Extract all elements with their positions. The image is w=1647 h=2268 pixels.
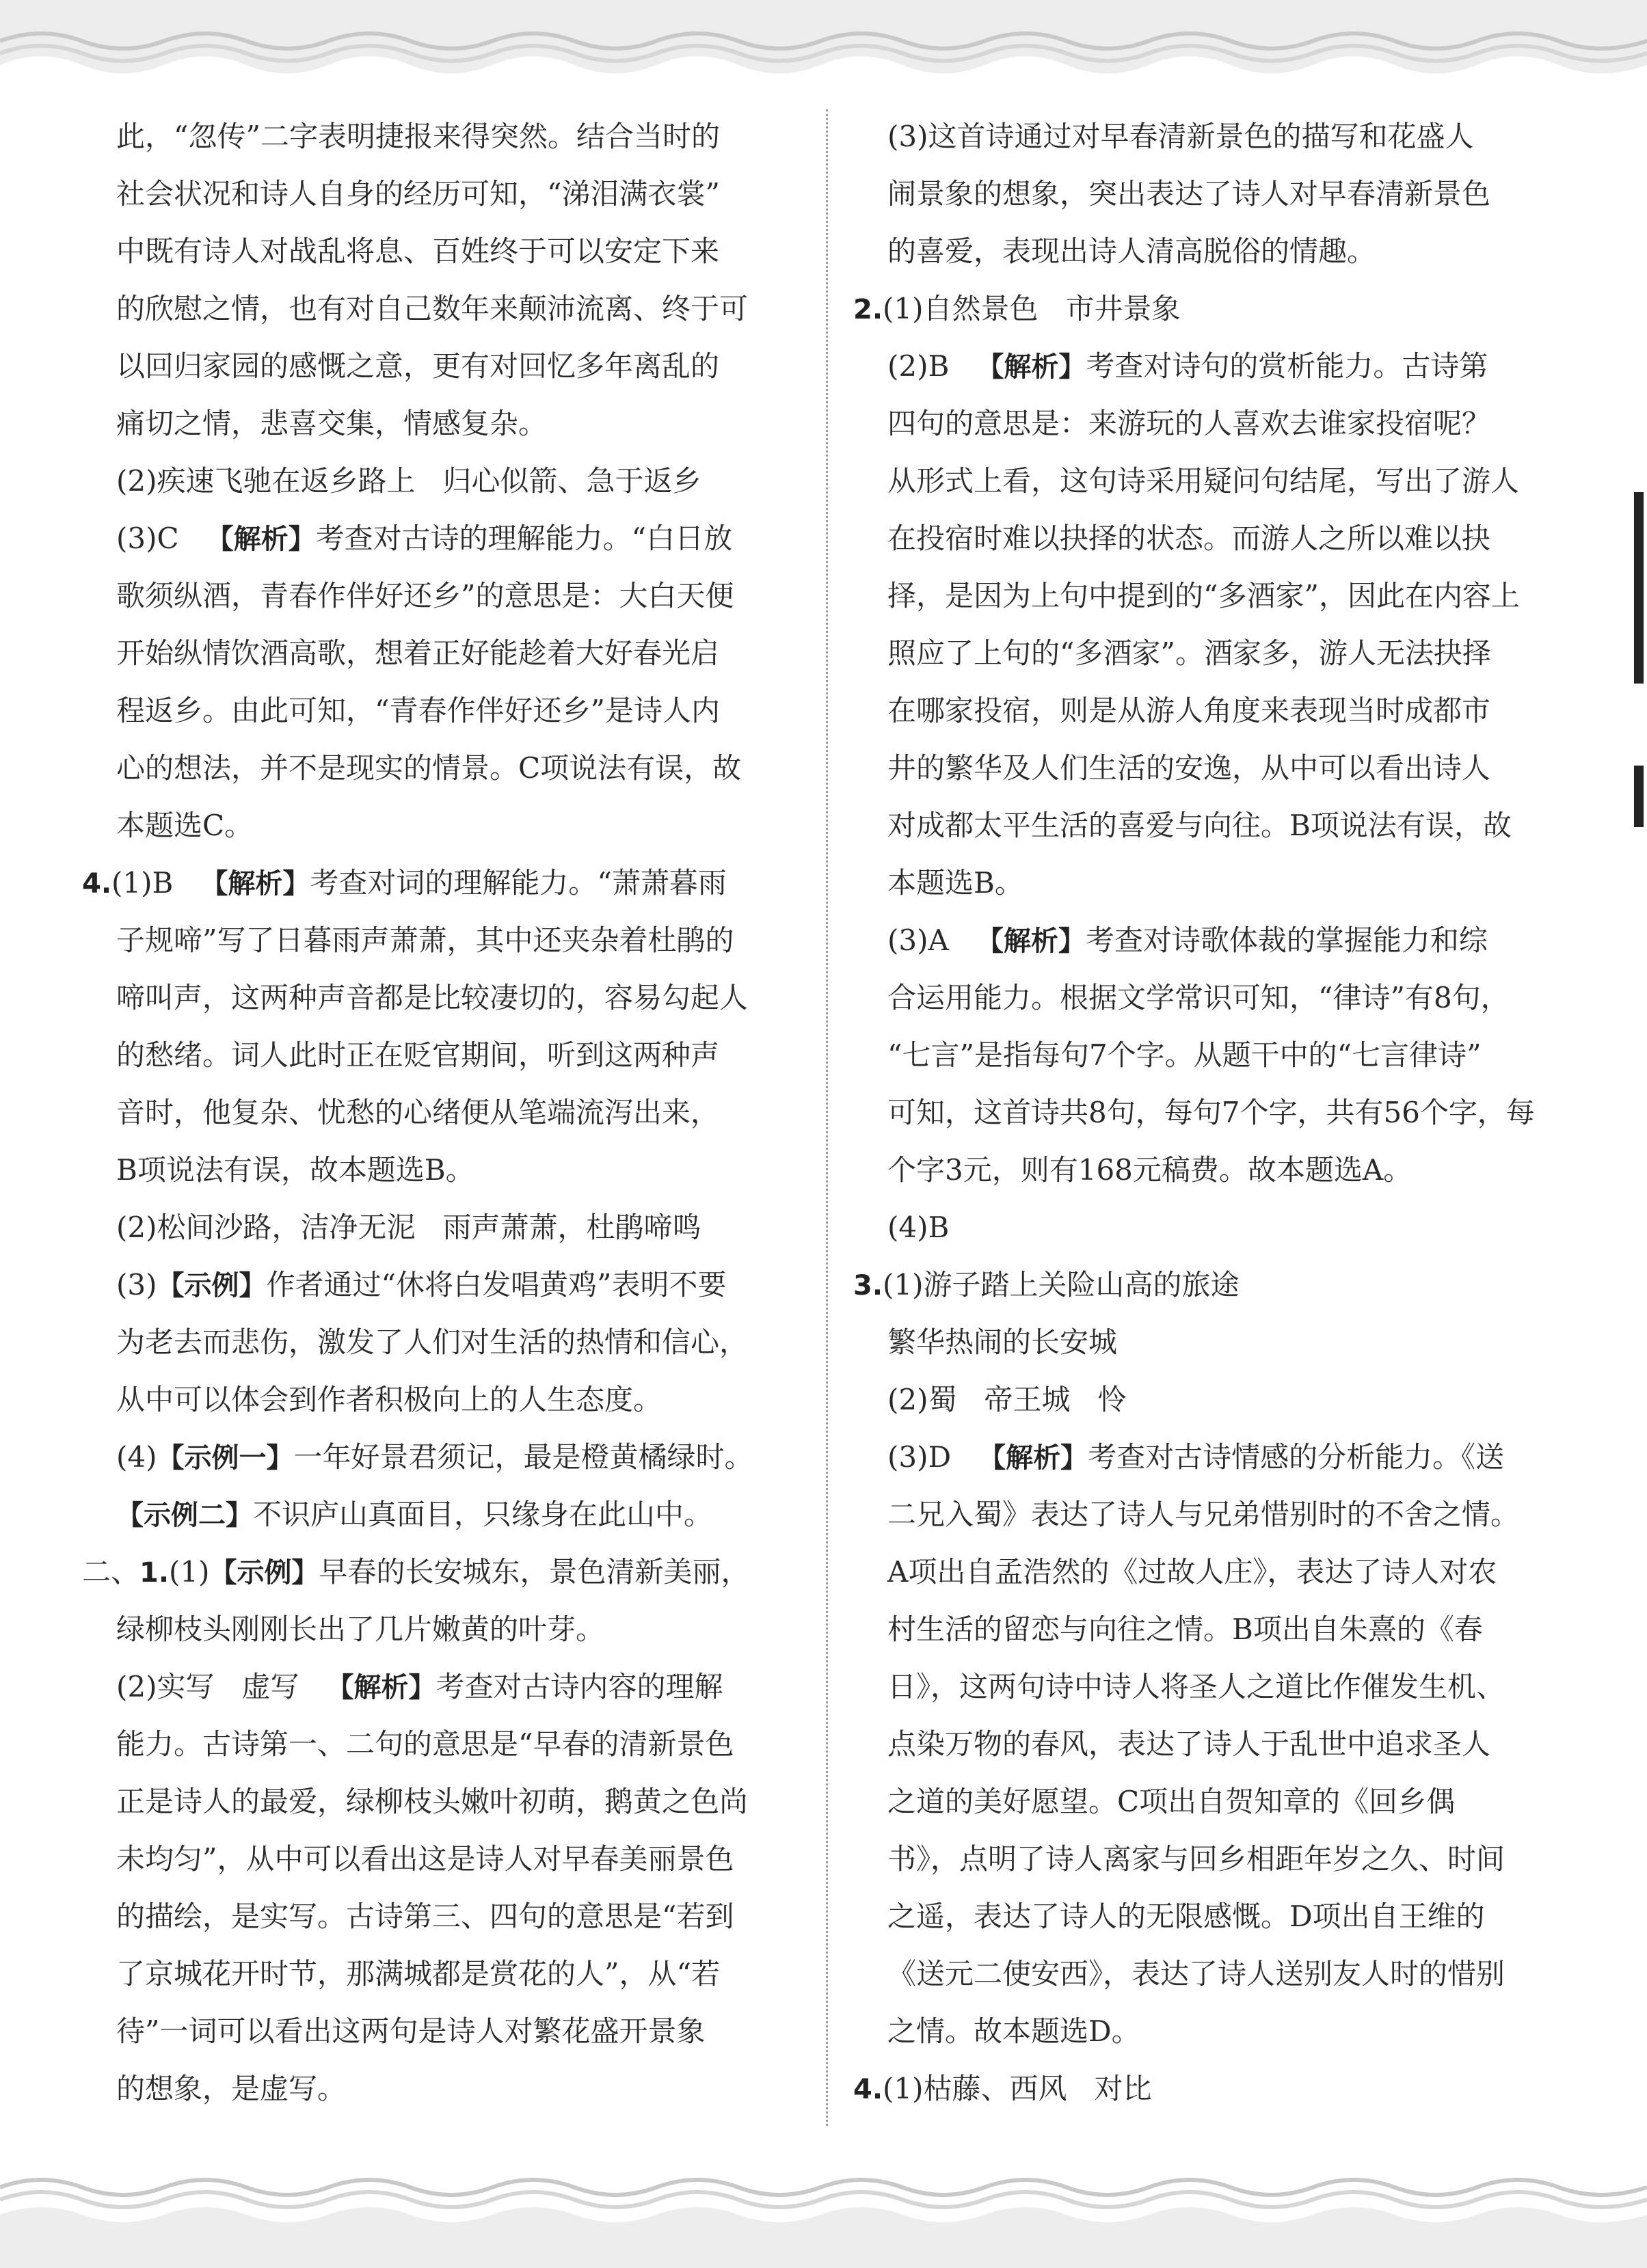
text-line [82, 567, 773, 625]
text-segment: (3)A [887, 923, 949, 957]
text-segment: 村生活的留恋与向往之情。B项出自朱熹的《春 [887, 1612, 1483, 1646]
text-line [82, 969, 773, 1027]
text-line [82, 280, 773, 338]
text-line [853, 740, 1564, 797]
text-segment: (2)实写 [116, 1670, 215, 1703]
question-number: 3. [853, 1270, 883, 1301]
text-segment: 作者通过“休将白发唱黄鸡”表明不要 [266, 1268, 727, 1301]
analysis-tag: 【解析】 [206, 524, 316, 555]
text-segment: 为老去而悲伤，激发了人们对生活的热情和信心， [116, 1325, 749, 1359]
text-segment: 从形式上看，这句诗采用疑问句结尾，写出了游人 [887, 464, 1520, 498]
text-line [82, 1601, 773, 1658]
text-line [82, 854, 773, 912]
text-segment: A项出自孟浩然的《过故人庄》，表达了诗人对农 [887, 1555, 1497, 1589]
text-segment: (2)蜀 [887, 1383, 957, 1416]
analysis-tag: 【解析】 [978, 1442, 1088, 1474]
text-line [82, 453, 773, 510]
text-segment: 帝王城 [984, 1383, 1071, 1416]
text-line [82, 1945, 773, 2003]
text-line [82, 1831, 773, 1888]
text-line [853, 854, 1564, 912]
text-line [853, 510, 1564, 567]
text-line [853, 1716, 1564, 1773]
text-segment: 个字3元，则有168元稿费。故本题选A。 [887, 1153, 1412, 1187]
text-line [82, 1888, 773, 1945]
text-segment: 子规啼”写了日暮雨声萧萧，其中还夹杂着杜鹃的 [116, 923, 734, 957]
text-segment: 未均匀”，从中可以看出这是诗人对早春美丽景色 [116, 1842, 734, 1876]
text-line [82, 1256, 773, 1314]
text-segment: 《送元二使安西》，表达了诗人送别友人时的惜别 [887, 1957, 1505, 1990]
text-segment: 虚写 [241, 1670, 299, 1703]
text-segment: 一年好景君须记，最是橙黄橘绿时。 [293, 1440, 753, 1474]
text-line [853, 625, 1564, 682]
text-segment: 正是诗人的最爱，绿柳枝头嫩叶初萌，鹅黄之色尚 [116, 1785, 749, 1818]
text-line [853, 1314, 1564, 1371]
text-segment: 考查对古诗情感的分析能力。《送 [1088, 1440, 1505, 1474]
text-line [853, 1486, 1564, 1543]
text-segment: 考查对诗歌体裁的掌握能力和综 [1085, 923, 1488, 957]
text-segment: 点染万物的春风，表达了诗人于乱世中追求圣人 [887, 1727, 1491, 1761]
text-line [853, 2060, 1564, 2118]
text-segment: 考查对古诗的理解能力。“白日放 [315, 522, 733, 555]
text-line [853, 1543, 1564, 1601]
text-segment: 可知，这首诗共8句，每句7个字，共有56个字，每 [887, 1096, 1535, 1129]
left-column [82, 108, 773, 2118]
text-line [82, 1716, 773, 1773]
text-line [853, 1429, 1564, 1486]
text-line [82, 1314, 773, 1371]
edge-mark [1634, 492, 1644, 684]
text-segment: 歌须纵酒，青春作伴好还乡”的意思是：大白天便 [116, 579, 734, 612]
text-segment: 音时，他复杂、忧愁的心绪便从笔端流泻出来， [116, 1096, 720, 1129]
text-segment: (1)自然景色 [883, 292, 1039, 325]
text-line [853, 1831, 1564, 1888]
text-line [82, 912, 773, 969]
text-segment: 的愁绪。词人此时正在贬官期间，听到这两种声 [116, 1038, 720, 1072]
analysis-tag: 【解析】 [200, 868, 310, 900]
text-line [82, 1371, 773, 1429]
text-segment: 不识庐山真面目，只缘身在此山中。 [253, 1498, 713, 1531]
text-segment: 书》，点明了诗人离家与回乡相距年岁之久、时间 [887, 1842, 1505, 1876]
text-segment: (2)B [887, 349, 950, 383]
text-segment: 考查对词的理解能力。“萧萧暮雨 [310, 866, 727, 900]
text-segment: (2)疾速飞驰在返乡路上 [116, 464, 416, 498]
text-line [82, 740, 773, 797]
text-segment: 社会状况和诗人自身的经历可知，“涕泪满衣裳” [116, 177, 720, 211]
text-segment: (2)松间沙路，洁净无泥 [116, 1211, 416, 1244]
analysis-tag: 【解析】 [976, 926, 1086, 957]
text-line [853, 1945, 1564, 2003]
text-line [82, 1142, 773, 1199]
text-segment: 繁华热闹的长安城 [887, 1325, 1118, 1359]
text-segment: 对成都太平生活的喜爱与向往。B项说法有误，故 [887, 809, 1512, 842]
text-line [853, 338, 1564, 395]
text-line [853, 797, 1564, 854]
analysis-tag: 【解析】 [326, 1672, 436, 1703]
text-line [82, 2060, 773, 2118]
text-line [853, 2003, 1564, 2060]
text-line [82, 625, 773, 682]
text-segment: 此，“忽传”二字表明捷报来得突然。结合当时的 [116, 120, 720, 153]
text-segment: (1)枯藤、西风 [883, 2072, 1067, 2105]
text-segment: (3)这首诗通过对早春清新景色的描写和花盛人 [887, 120, 1474, 153]
text-segment: B项说法有误，故本题选B。 [116, 1153, 474, 1187]
text-segment: 程返乡。由此可知，“青春作伴好还乡”是诗人内 [116, 694, 720, 727]
text-line [853, 682, 1564, 740]
question-number: 1. [139, 1557, 170, 1589]
text-segment: 在哪家投宿，则是从游人角度来表现当时成都市 [887, 694, 1491, 727]
analysis-tag: 【解析】 [976, 351, 1086, 383]
text-line [853, 453, 1564, 510]
text-segment: 的描绘，是实写。古诗第三、四句的意思是“若到 [116, 1900, 734, 1933]
text-line [853, 969, 1564, 1027]
text-segment: 本题选C。 [116, 809, 254, 842]
text-line [82, 797, 773, 854]
text-segment: (4) [116, 1440, 157, 1474]
text-line [82, 1084, 773, 1142]
text-segment: 之遥，表达了诗人的无限感慨。D项出自王维的 [887, 1900, 1485, 1933]
text-segment: 能力。古诗第一、二句的意思是“早春的清新景色 [116, 1727, 734, 1761]
text-segment: 考查对诗句的赏析能力。古诗第 [1086, 349, 1488, 383]
text-line [853, 1142, 1564, 1199]
right-column [853, 108, 1564, 2118]
text-segment: (3)C [116, 522, 179, 555]
text-line [82, 1543, 773, 1601]
text-segment: 考查对古诗内容的理解 [436, 1670, 723, 1703]
text-segment: 在投宿时难以抉择的状态。而游人之所以难以抉 [887, 522, 1491, 555]
text-line [82, 682, 773, 740]
text-segment: (1)游子踏上关险山高的旅途 [883, 1268, 1240, 1301]
text-line [82, 2003, 773, 2060]
text-segment: 怜 [1097, 1383, 1127, 1416]
text-line [853, 1601, 1564, 1658]
text-line [82, 338, 773, 395]
text-line [82, 1486, 773, 1543]
text-segment: 闹景象的想象，突出表达了诗人对早春清新景色 [887, 177, 1491, 211]
text-line [853, 108, 1564, 165]
text-segment: 井的繁华及人们生活的安逸，从中可以看出诗人 [887, 751, 1491, 785]
text-line [853, 1773, 1564, 1831]
text-segment: 心的想法，并不是现实的情景。C项说法有误，故 [116, 751, 742, 785]
text-line [82, 108, 773, 165]
text-segment: 中既有诗人对战乱将息、百姓终于可以安定下来 [116, 234, 720, 268]
text-line [853, 1027, 1564, 1084]
text-segment: 本题选B。 [887, 866, 1023, 900]
text-segment: 绿柳枝头刚刚长出了几片嫩黄的叶芽。 [116, 1612, 605, 1646]
text-line [853, 1199, 1564, 1256]
text-segment: 啼叫声，这两种声音都是比较凄切的，容易勾起人 [116, 981, 749, 1014]
analysis-tag: 【示例】 [209, 1557, 319, 1589]
text-segment: 二兄入蜀》表达了诗人与兄弟惜别时的不舍之情。 [887, 1498, 1520, 1531]
text-segment: “七言”是指每句7个字。从题干中的“七言律诗” [887, 1038, 1482, 1072]
text-line [853, 1658, 1564, 1716]
text-segment: 痛切之情，悲喜交集，情感复杂。 [116, 407, 548, 440]
text-line [853, 223, 1564, 280]
text-segment: (4)B [887, 1211, 950, 1244]
text-line [853, 165, 1564, 223]
question-number: 2. [853, 294, 883, 325]
text-segment: 的喜爱，表现出诗人清高脱俗的情趣。 [887, 234, 1376, 268]
text-segment: 待”一词可以看出这两句是诗人对繁花盛开景象 [116, 2014, 706, 2048]
question-number: 4. [853, 2074, 883, 2105]
text-line [82, 1027, 773, 1084]
text-line [853, 395, 1564, 453]
text-segment: 合运用能力。根据文学常识可知，“律诗”有8句， [887, 981, 1510, 1014]
text-segment: 之情。故本题选D。 [887, 2014, 1140, 2048]
text-line [853, 1888, 1564, 1945]
text-line [853, 280, 1564, 338]
text-line [853, 912, 1564, 969]
text-segment: 的想象，是虚写。 [116, 2072, 347, 2105]
text-segment: 归心似箭、急于返乡 [442, 464, 701, 498]
text-segment: 早春的长安城东，景色清新美丽， [319, 1555, 750, 1589]
text-line [853, 1256, 1564, 1314]
text-line [82, 1199, 773, 1256]
text-line [82, 510, 773, 567]
edge-mark [1634, 766, 1644, 827]
text-line [82, 223, 773, 280]
text-segment: 日》，这两句诗中诗人将圣人之道比作催发生机、 [887, 1670, 1505, 1703]
text-segment: 市井景象 [1065, 292, 1181, 325]
analysis-tag: 【示例一】 [157, 1442, 294, 1474]
text-segment: 之道的美好愿望。C项出自贺知章的《回乡偶 [887, 1785, 1456, 1818]
text-line [853, 1084, 1564, 1142]
text-segment: (1)B [111, 866, 174, 900]
text-line [82, 1429, 773, 1486]
text-segment: (3)D [887, 1440, 952, 1474]
bottom-wave-border [0, 2160, 1647, 2268]
column-divider [826, 109, 828, 2126]
question-number: 4. [82, 868, 112, 900]
text-line [853, 567, 1564, 625]
analysis-tag: 【示例二】 [116, 1500, 253, 1531]
text-segment: 从中可以体会到作者积极向上的人生态度。 [116, 1383, 662, 1416]
text-line [82, 1773, 773, 1831]
text-segment: (3) [116, 1268, 157, 1301]
text-segment: 开始纵情饮酒高歌，想着正好能趁着大好春光启 [116, 636, 720, 670]
text-segment: 对比 [1094, 2072, 1152, 2105]
text-segment: 四句的意思是：来游玩的人喜欢去谁家投宿呢？ [887, 407, 1491, 440]
analysis-tag: 【示例】 [157, 1270, 267, 1301]
text-segment: (1) [169, 1555, 210, 1589]
top-wave-border [0, 0, 1647, 82]
text-line [82, 395, 773, 453]
text-line [853, 1371, 1564, 1429]
text-segment: 以回归家园的感慨之意，更有对回忆多年离乱的 [116, 349, 720, 383]
text-segment: 二、 [82, 1555, 140, 1589]
text-segment: 雨声萧萧，杜鹃啼鸣 [442, 1211, 701, 1244]
text-segment: 照应了上句的“多酒家”。酒家多，游人无法抉择 [887, 636, 1491, 670]
text-line [82, 165, 773, 223]
text-segment: 了京城花开时节，那满城都是赏花的人”，从“若 [116, 1957, 720, 1990]
text-segment: 择，是因为上句中提到的“多酒家”，因此在内容上 [887, 579, 1520, 612]
text-segment: 的欣慰之情，也有对自己数年来颠沛流离、终于可 [116, 292, 749, 325]
text-line [82, 1658, 773, 1716]
